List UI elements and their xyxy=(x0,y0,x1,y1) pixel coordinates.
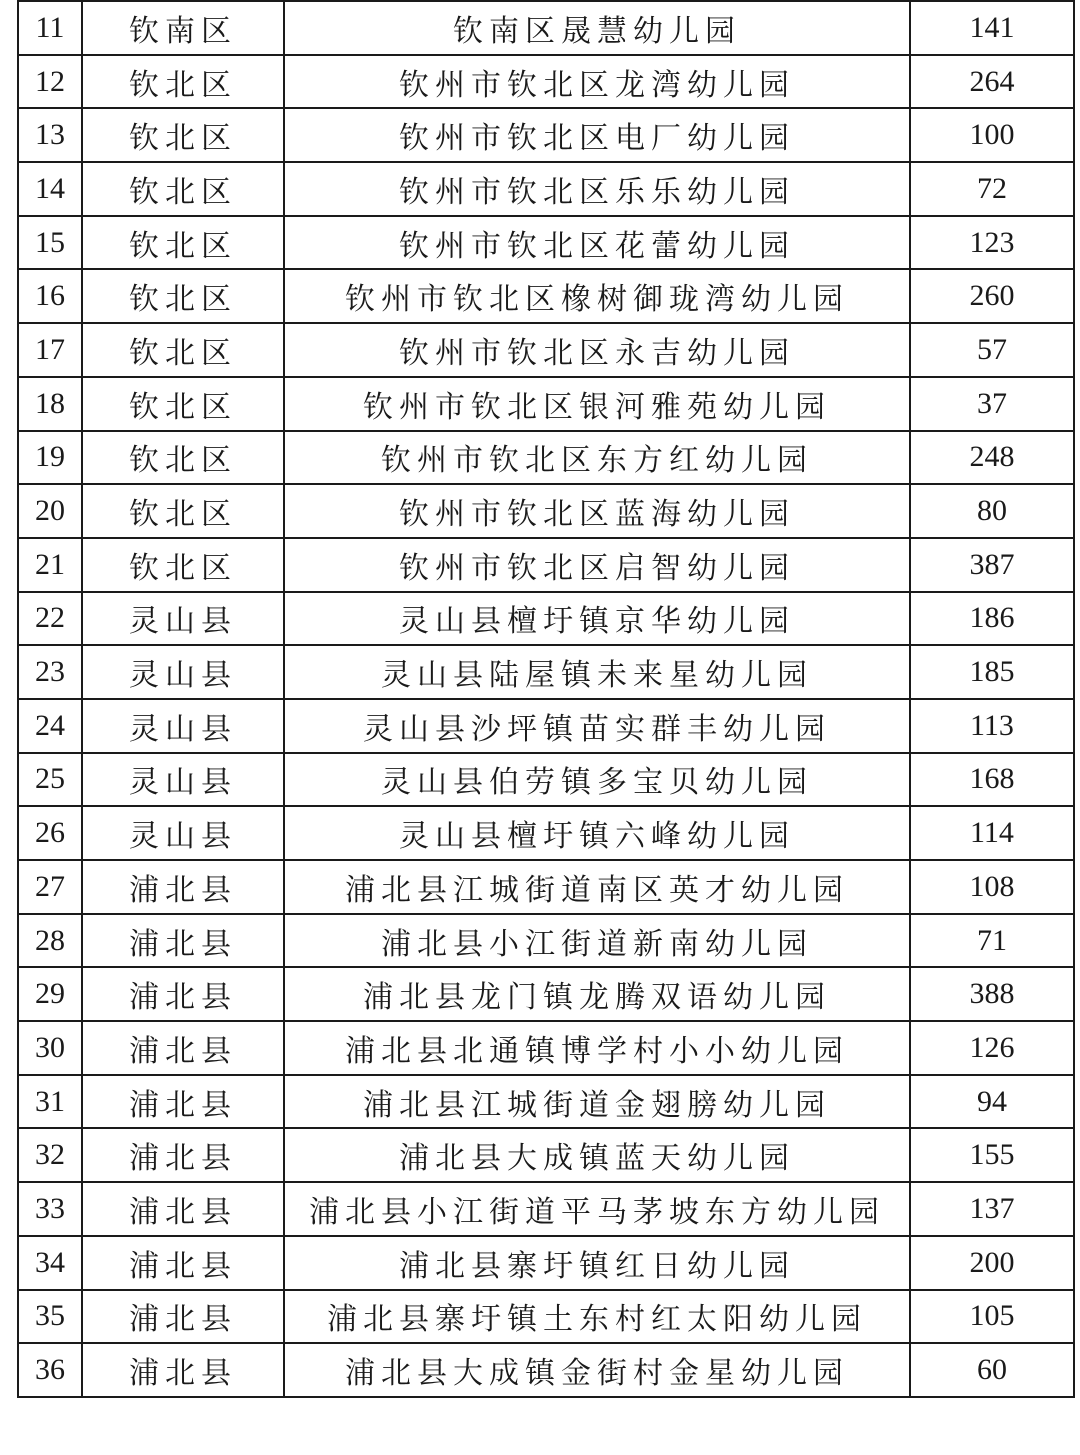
district-cell: 钦北区 xyxy=(82,377,284,431)
row-number-cell: 16 xyxy=(18,269,82,323)
table-row xyxy=(18,484,1074,538)
kindergarten-name-cell: 钦州市钦北区橡树御珑湾幼儿园 xyxy=(284,269,910,323)
district-cell: 钦北区 xyxy=(82,55,284,109)
table-row xyxy=(18,914,1074,968)
enrollment-count-cell: 105 xyxy=(910,1290,1074,1344)
row-number-cell: 28 xyxy=(18,914,82,968)
table-row xyxy=(18,1128,1074,1182)
district-cell: 钦北区 xyxy=(82,431,284,485)
district-cell: 浦北县 xyxy=(82,1075,284,1129)
kindergarten-name-cell: 钦州市钦北区银河雅苑幼儿园 xyxy=(284,377,910,431)
kindergarten-name-cell: 浦北县北通镇博学村小小幼儿园 xyxy=(284,1021,910,1075)
kindergarten-name-cell: 浦北县江城街道金翅膀幼儿园 xyxy=(284,1075,910,1129)
district-cell: 灵山县 xyxy=(82,699,284,753)
table-row xyxy=(18,538,1074,592)
table-row xyxy=(18,806,1074,860)
row-number-cell: 34 xyxy=(18,1236,82,1290)
kindergarten-name-cell: 浦北县小江街道新南幼儿园 xyxy=(284,914,910,968)
enrollment-count-cell: 72 xyxy=(910,162,1074,216)
row-number-cell: 32 xyxy=(18,1128,82,1182)
enrollment-count-cell: 141 xyxy=(910,1,1074,55)
enrollment-count-cell: 200 xyxy=(910,1236,1074,1290)
enrollment-count-cell: 185 xyxy=(910,645,1074,699)
table-row xyxy=(18,1290,1074,1344)
district-cell: 灵山县 xyxy=(82,753,284,807)
kindergarten-name-cell: 浦北县龙门镇龙腾双语幼儿园 xyxy=(284,967,910,1021)
table-row xyxy=(18,1021,1074,1075)
district-cell: 灵山县 xyxy=(82,645,284,699)
kindergarten-name-cell: 浦北县寨圩镇红日幼儿园 xyxy=(284,1236,910,1290)
kindergarten-name-cell: 灵山县檀圩镇六峰幼儿园 xyxy=(284,806,910,860)
enrollment-count-cell: 387 xyxy=(910,538,1074,592)
district-cell: 钦北区 xyxy=(82,108,284,162)
row-number-cell: 11 xyxy=(18,1,82,55)
enrollment-count-cell: 108 xyxy=(910,860,1074,914)
row-number-cell: 35 xyxy=(18,1290,82,1344)
row-number-cell: 17 xyxy=(18,323,82,377)
enrollment-count-cell: 60 xyxy=(910,1343,1074,1397)
table-row xyxy=(18,269,1074,323)
district-cell: 灵山县 xyxy=(82,806,284,860)
district-cell: 浦北县 xyxy=(82,1182,284,1236)
table-row xyxy=(18,860,1074,914)
district-cell: 钦北区 xyxy=(82,216,284,270)
row-number-cell: 26 xyxy=(18,806,82,860)
enrollment-count-cell: 137 xyxy=(910,1182,1074,1236)
table-row xyxy=(18,1075,1074,1129)
enrollment-count-cell: 260 xyxy=(910,269,1074,323)
district-cell: 浦北县 xyxy=(82,1236,284,1290)
row-number-cell: 12 xyxy=(18,55,82,109)
district-cell: 浦北县 xyxy=(82,1343,284,1397)
district-cell: 浦北县 xyxy=(82,1128,284,1182)
table-row xyxy=(18,645,1074,699)
district-cell: 钦北区 xyxy=(82,162,284,216)
row-number-cell: 19 xyxy=(18,431,82,485)
table-row xyxy=(18,967,1074,1021)
table-row xyxy=(18,699,1074,753)
district-cell: 浦北县 xyxy=(82,860,284,914)
district-cell: 钦北区 xyxy=(82,269,284,323)
enrollment-count-cell: 168 xyxy=(910,753,1074,807)
enrollment-count-cell: 126 xyxy=(910,1021,1074,1075)
kindergarten-table xyxy=(17,0,1075,1398)
district-cell: 浦北县 xyxy=(82,1021,284,1075)
table-row xyxy=(18,162,1074,216)
district-cell: 浦北县 xyxy=(82,967,284,1021)
row-number-cell: 24 xyxy=(18,699,82,753)
kindergarten-name-cell: 浦北县江城街道南区英才幼儿园 xyxy=(284,860,910,914)
row-number-cell: 29 xyxy=(18,967,82,1021)
district-cell: 浦北县 xyxy=(82,914,284,968)
table-row xyxy=(18,216,1074,270)
row-number-cell: 18 xyxy=(18,377,82,431)
kindergarten-name-cell: 钦州市钦北区乐乐幼儿园 xyxy=(284,162,910,216)
enrollment-count-cell: 100 xyxy=(910,108,1074,162)
table-row xyxy=(18,1343,1074,1397)
table-row xyxy=(18,592,1074,646)
district-cell: 灵山县 xyxy=(82,592,284,646)
table-row xyxy=(18,323,1074,377)
enrollment-count-cell: 71 xyxy=(910,914,1074,968)
kindergarten-name-cell: 钦州市钦北区永吉幼儿园 xyxy=(284,323,910,377)
kindergarten-name-cell: 钦州市钦北区东方红幼儿园 xyxy=(284,431,910,485)
table-row xyxy=(18,1182,1074,1236)
enrollment-count-cell: 37 xyxy=(910,377,1074,431)
kindergarten-name-cell: 钦州市钦北区电厂幼儿园 xyxy=(284,108,910,162)
table-row xyxy=(18,753,1074,807)
enrollment-count-cell: 155 xyxy=(910,1128,1074,1182)
district-cell: 钦南区 xyxy=(82,1,284,55)
kindergarten-name-cell: 灵山县沙坪镇苗实群丰幼儿园 xyxy=(284,699,910,753)
enrollment-count-cell: 113 xyxy=(910,699,1074,753)
row-number-cell: 15 xyxy=(18,216,82,270)
kindergarten-name-cell: 钦州市钦北区龙湾幼儿园 xyxy=(284,55,910,109)
row-number-cell: 20 xyxy=(18,484,82,538)
enrollment-count-cell: 186 xyxy=(910,592,1074,646)
table-body xyxy=(18,1,1074,1397)
kindergarten-name-cell: 钦州市钦北区启智幼儿园 xyxy=(284,538,910,592)
district-cell: 钦北区 xyxy=(82,538,284,592)
enrollment-count-cell: 114 xyxy=(910,806,1074,860)
enrollment-count-cell: 80 xyxy=(910,484,1074,538)
table-row xyxy=(18,1236,1074,1290)
enrollment-count-cell: 123 xyxy=(910,216,1074,270)
row-number-cell: 36 xyxy=(18,1343,82,1397)
enrollment-count-cell: 57 xyxy=(910,323,1074,377)
enrollment-count-cell: 248 xyxy=(910,431,1074,485)
row-number-cell: 33 xyxy=(18,1182,82,1236)
kindergarten-name-cell: 钦州市钦北区蓝海幼儿园 xyxy=(284,484,910,538)
kindergarten-name-cell: 灵山县伯劳镇多宝贝幼儿园 xyxy=(284,753,910,807)
enrollment-count-cell: 264 xyxy=(910,55,1074,109)
row-number-cell: 31 xyxy=(18,1075,82,1129)
enrollment-count-cell: 94 xyxy=(910,1075,1074,1129)
row-number-cell: 13 xyxy=(18,108,82,162)
kindergarten-name-cell: 灵山县檀圩镇京华幼儿园 xyxy=(284,592,910,646)
row-number-cell: 22 xyxy=(18,592,82,646)
kindergarten-name-cell: 浦北县大成镇金街村金星幼儿园 xyxy=(284,1343,910,1397)
district-cell: 钦北区 xyxy=(82,323,284,377)
row-number-cell: 27 xyxy=(18,860,82,914)
row-number-cell: 21 xyxy=(18,538,82,592)
row-number-cell: 25 xyxy=(18,753,82,807)
district-cell: 钦北区 xyxy=(82,484,284,538)
district-cell: 浦北县 xyxy=(82,1290,284,1344)
table-row xyxy=(18,431,1074,485)
kindergarten-name-cell: 钦南区晟慧幼儿园 xyxy=(284,1,910,55)
kindergarten-name-cell: 灵山县陆屋镇未来星幼儿园 xyxy=(284,645,910,699)
table-row xyxy=(18,108,1074,162)
kindergarten-name-cell: 浦北县小江街道平马茅坡东方幼儿园 xyxy=(284,1182,910,1236)
kindergarten-name-cell: 钦州市钦北区花蕾幼儿园 xyxy=(284,216,910,270)
table-row xyxy=(18,55,1074,109)
kindergarten-name-cell: 浦北县寨圩镇土东村红太阳幼儿园 xyxy=(284,1290,910,1344)
row-number-cell: 23 xyxy=(18,645,82,699)
kindergarten-name-cell: 浦北县大成镇蓝天幼儿园 xyxy=(284,1128,910,1182)
enrollment-count-cell: 388 xyxy=(910,967,1074,1021)
table-row xyxy=(18,377,1074,431)
row-number-cell: 30 xyxy=(18,1021,82,1075)
kindergarten-table-sheet xyxy=(17,0,1073,1398)
table-row xyxy=(18,1,1074,55)
row-number-cell: 14 xyxy=(18,162,82,216)
